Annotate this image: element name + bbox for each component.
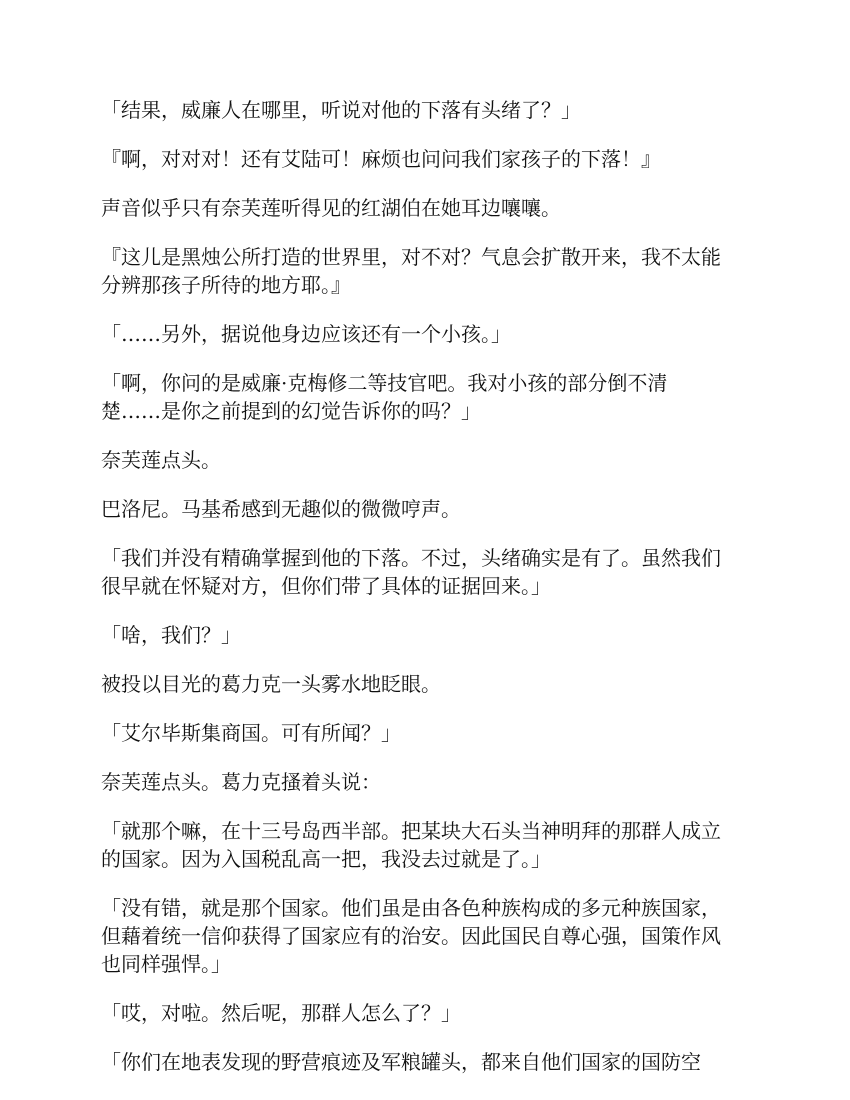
paragraph: 「就那个嘛，在十三号岛西半部。把某块大石头当神明拜的那群人成立 的国家。因为入国税乱高一把，我没去过就是了。」	[101, 819, 721, 871]
paragraph: 『这儿是黑烛公所打造的世界里，对不对？气息会扩散开来，我不太能 分辨那孩子所待的地方耶。』	[101, 245, 721, 297]
paragraph: 声音似乎只有奈芙莲听得见的红湖伯在她耳边嚷嚷。	[101, 196, 561, 220]
paragraph: 『啊，对对对！还有艾陆可！麻烦也问问我们家孩子的下落！』	[101, 147, 661, 171]
paragraph: 「我们并没有精确掌握到他的下落。不过，头绪确实是有了。虽然我们 很早就在怀疑对方，但你们带了具体的证据回来。」	[101, 546, 721, 598]
paragraph: 奈芙莲点头。葛力克搔着头说：	[101, 770, 381, 794]
paragraph: 「哎，对啦。然后呢，那群人怎么了？」	[101, 1001, 461, 1025]
paragraph: 「结果，威廉人在哪里，听说对他的下落有头绪了？」	[101, 98, 581, 122]
paragraph: 「艾尔毕斯集商国。可有所闻？」	[101, 721, 401, 745]
paragraph: 「啊，你问的是威廉·克梅修二等技官吧。我对小孩的部分倒不清 楚……是你之前提到的幻觉告诉你的吗？」	[101, 371, 668, 423]
paragraph: 「没有错，就是那个国家。他们虽是由各色种族构成的多元种族国家， 但藉着统一信仰获得了国家应有的治安。因此国民自尊心强，国策作风 也同样强悍。」	[101, 896, 721, 976]
paragraph: 「啥，我们？」	[101, 623, 241, 647]
body-text	[101, 96, 761, 1097]
paragraph: 「……另外，据说他身边应该还有一个小孩。」	[101, 322, 511, 346]
paragraph: 巴洛尼。马基希感到无趣似的微微哼声。	[101, 497, 461, 521]
paragraph: 「你们在地表发现的野营痕迹及军粮罐头，都来自他们国家的国防空	[101, 1050, 701, 1074]
paragraph: 被投以目光的葛力克一头雾水地眨眼。	[101, 672, 441, 696]
paragraph: 奈芙莲点头。	[101, 448, 221, 472]
